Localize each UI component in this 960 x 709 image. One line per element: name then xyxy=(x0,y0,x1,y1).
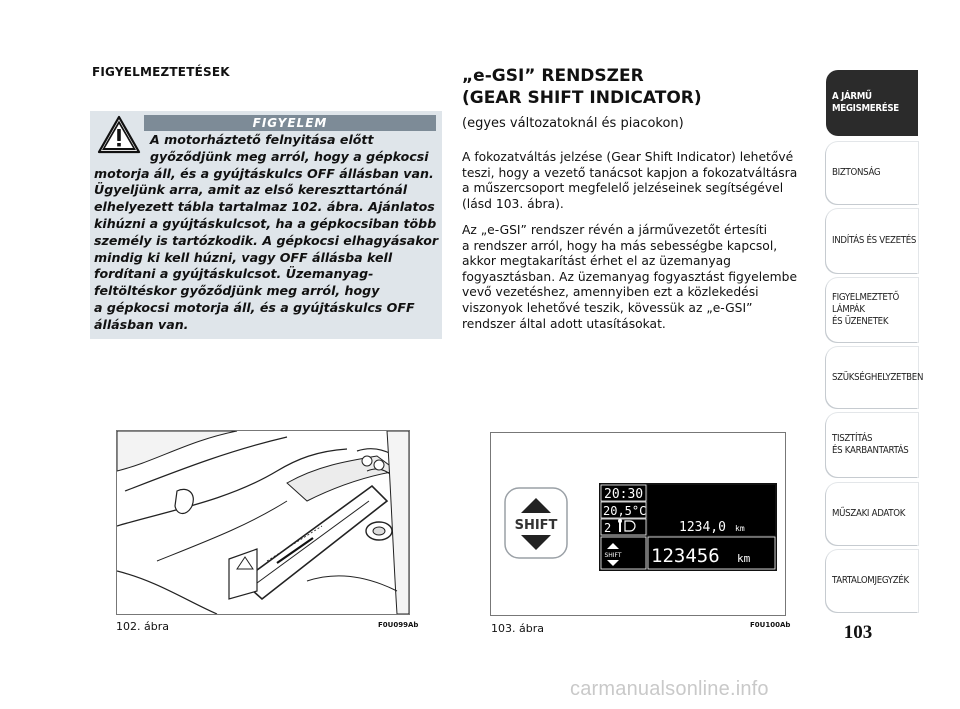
chapter-tab[interactable] xyxy=(826,209,918,273)
warning-text-line: állásban van. xyxy=(94,316,189,332)
warning-label: FIGYELEM xyxy=(144,115,436,131)
shift-label: SHIFT xyxy=(514,518,558,533)
watermark: carmanualsonline.info xyxy=(570,678,769,700)
chapter-tab[interactable] xyxy=(826,550,918,612)
warning-text-line: győződjünk meg arról, hogy a gépkocsi xyxy=(150,148,429,164)
figure-102-caption: 102. ábra xyxy=(116,620,169,633)
chapter-tab-label: INDÍTÁS ÉS VEZETÉS xyxy=(832,235,917,246)
paragraph-line: teszi, hogy a vezető tanácsot kapjon a fokozatváltásra xyxy=(462,165,798,180)
display-shift-small: SHIFT xyxy=(604,552,622,559)
chapter-tab[interactable] xyxy=(826,70,918,136)
paragraph-line: a műszercsoport megfelelő jelzéseinek segítségével xyxy=(462,181,784,196)
display-time: 20:30 xyxy=(604,487,644,502)
display-odometer: 123456 xyxy=(651,545,720,567)
figure-103-code: F0U100Ab xyxy=(750,621,791,629)
section-heading: FIGYELMEZTETÉSEK xyxy=(92,65,230,79)
chapter-tab[interactable] xyxy=(826,483,918,545)
chapter-tab-label: FIGYELMEZTETŐ LÁMPÁK ÉS ÜZENETEK xyxy=(832,292,899,327)
paragraph-line: fogyasztásban. Az üzemanyag fogyasztást figyelembe xyxy=(462,269,798,284)
chapter-tab[interactable] xyxy=(826,413,918,477)
warning-text-line: személy is tartózkodik. A gépkocsi elhagyásakor xyxy=(94,232,439,248)
paragraph-line: rendszer által adott utasításokat. xyxy=(462,316,666,331)
chapter-tab-label: MŰSZAKI ADATOK xyxy=(832,508,906,519)
engine-bay-illustration xyxy=(117,431,409,614)
warning-text-line: A motorháztető felnyitása előtt xyxy=(150,132,374,147)
figure-103-instrument-display xyxy=(490,432,786,616)
paragraph-1 xyxy=(462,150,812,212)
warning-text-line: Ügyeljünk arra, amit az első kereszttartónál xyxy=(94,182,408,198)
display-trip-unit: km xyxy=(735,524,745,533)
display-temperature: 20,5°C xyxy=(603,504,647,518)
paragraph-line: vevő vezetéshez, amennyiben ezt a közlekedési xyxy=(462,285,759,300)
warning-text-line: elhelyezett tábla tartalmaz 102. ábra. Ajánlatos xyxy=(94,199,435,215)
paragraph-2 xyxy=(462,223,812,332)
chapter-tab[interactable] xyxy=(826,142,918,204)
chapter-tab-label: TARTALOMJEGYZÉK xyxy=(832,575,909,586)
paragraph-line: (lásd 103. ábra). xyxy=(462,196,564,211)
chapter-tab-label: BIZTONSÁG xyxy=(832,167,881,178)
warning-text-line: fordítani a gyújtáskulcsot. Üzemanyag- xyxy=(94,266,374,282)
paragraph-line: a rendszer arról, hogy ha más sebességbe kapcsol, xyxy=(462,238,778,253)
figure-102-code: F0U099Ab xyxy=(378,621,419,629)
warning-text-line: mindig ki kell húzni, vagy OFF állásba kell xyxy=(94,249,393,265)
figure-102-engine-photo xyxy=(116,430,410,615)
figure-103-caption: 103. ábra xyxy=(491,622,544,635)
page-number: 103 xyxy=(843,622,873,643)
display-odometer-unit: km xyxy=(737,552,751,565)
chapter-tab-label: A JÁRMŰ MEGISMERÉSE xyxy=(832,91,899,114)
warning-text xyxy=(94,132,438,334)
warning-text-line: a gépkocsi motorja áll, és a gyújtáskulcs OFF xyxy=(94,299,415,315)
chapter-tab[interactable] xyxy=(826,278,918,342)
display-gear: 2 xyxy=(604,521,612,535)
section-title-line-2: (GEAR SHIFT INDICATOR) xyxy=(462,88,702,108)
paragraph-line: A fokozatváltás jelzése (Gear Shift Indicator) lehetővé xyxy=(462,150,794,164)
section-title-line-1: „e-GSI” RENDSZER xyxy=(462,66,644,86)
warning-text-line: kihúzni a gyújtáskulcsot, ha a gépkocsiban több xyxy=(94,215,437,231)
section-subtitle: (egyes változatoknál és piacokon) xyxy=(462,116,684,131)
chapter-tab-label: TISZTÍTÁS ÉS KARBANTARTÁS xyxy=(832,433,909,456)
paragraph-line: akkor megtakarítást érhet el az üzemanyag xyxy=(462,254,731,269)
warning-text-line: motorja áll, és a gyújtáskulcs OFF állásban van. xyxy=(94,165,434,181)
warning-text-line: feltöltéskor győződjünk meg arról, hogy xyxy=(94,283,380,299)
chapter-tab-label: SZÜKSÉGHELYZETBEN xyxy=(832,371,924,383)
section-title xyxy=(462,65,702,109)
paragraph-line: Az „e-GSI” rendszer révén a járművezetőt értesíti xyxy=(462,223,768,237)
chapter-tab[interactable] xyxy=(826,347,924,408)
display-trip: 1234,0 xyxy=(679,520,726,535)
gsi-display-illustration xyxy=(491,433,785,615)
paragraph-line: viszonyok lehetővé teszik, kövessük az „e-GSI” xyxy=(462,300,753,315)
